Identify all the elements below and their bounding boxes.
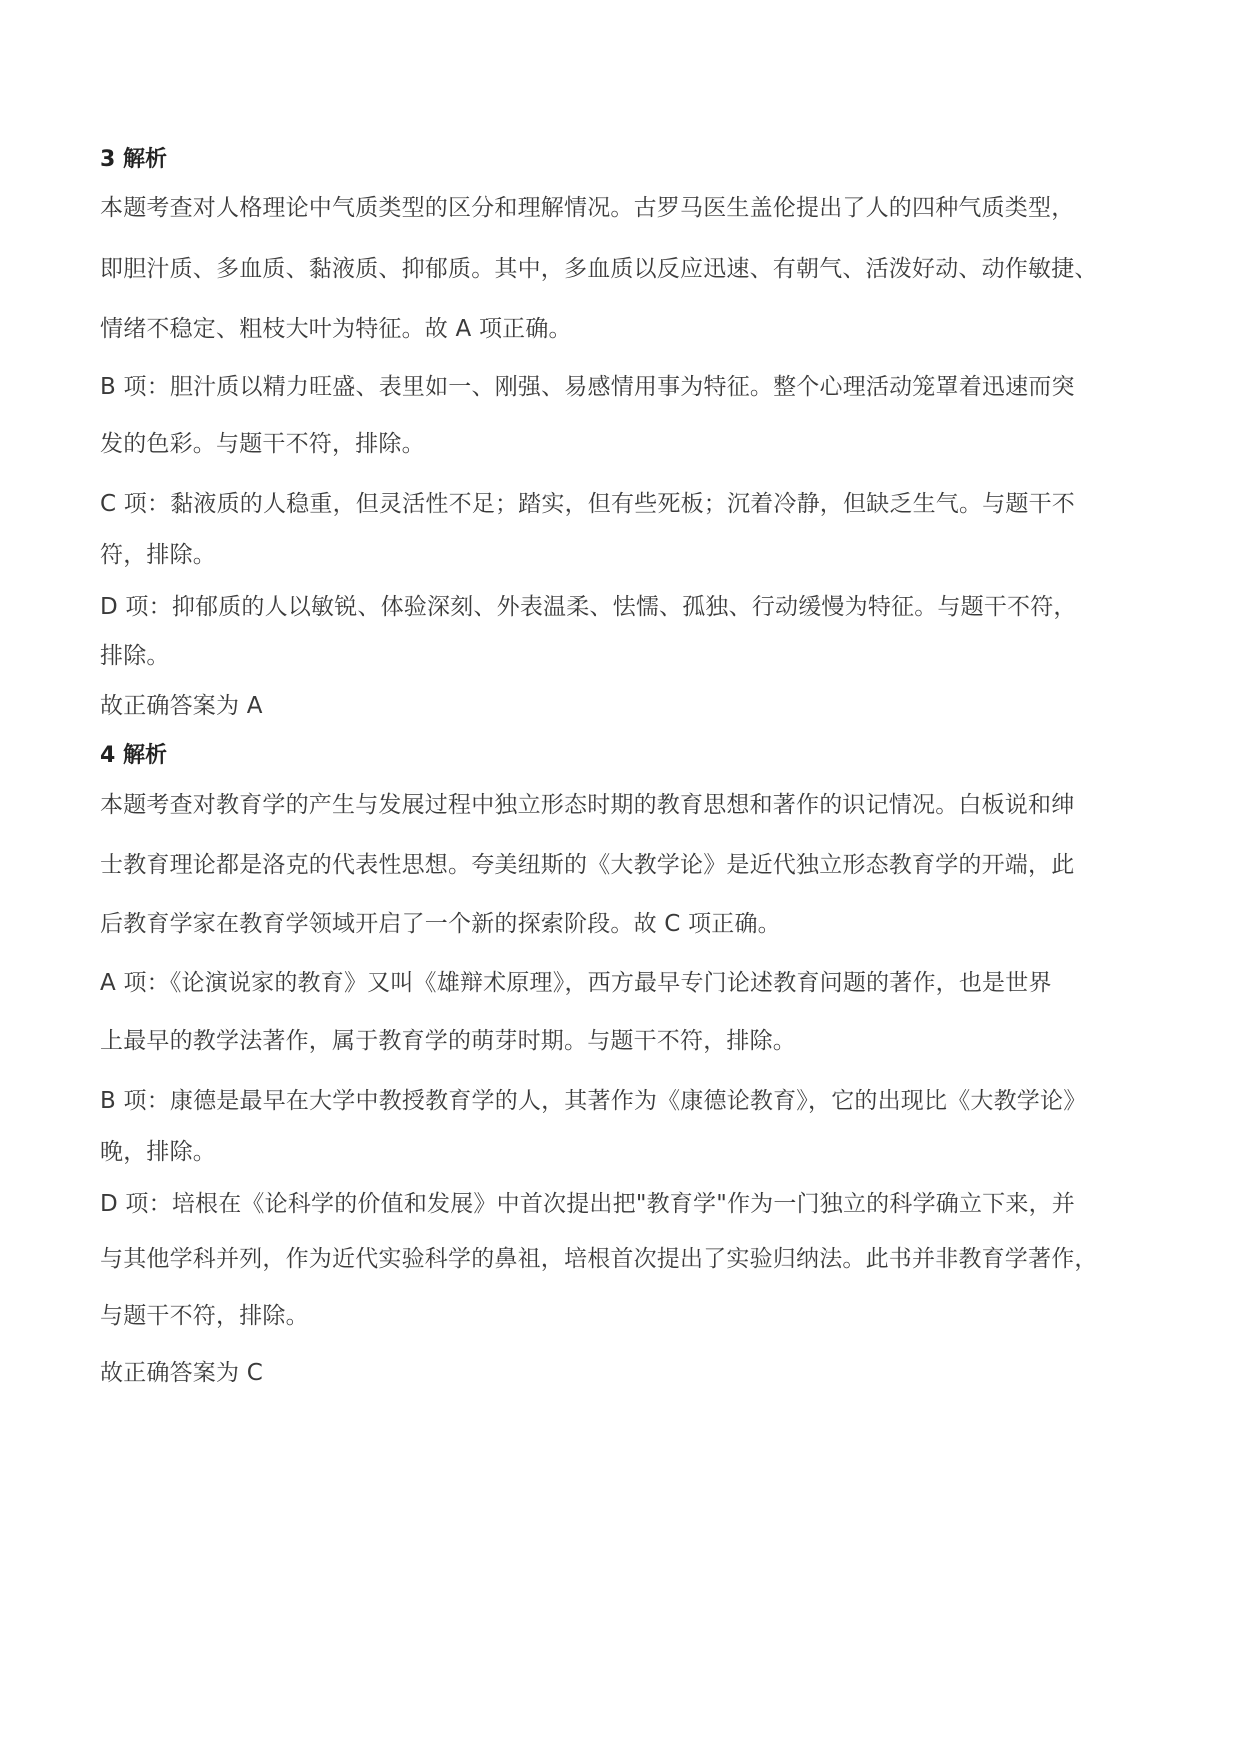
section-3-option-d-line-2: 排除。 [100,643,170,669]
document-page [100,0,1160,1754]
section-3-heading: 3 解析 [100,147,167,172]
section-4-option-d-line-3: 与题干不符，排除。 [100,1303,309,1329]
section-4-answer: 故正确答案为 C [100,1360,263,1386]
section-3-option-c-line-2: 符，排除。 [100,542,216,568]
section-4-option-a-line-1: A 项：《论演说家的教育》又叫《雄辩术原理》，西方最早专门论述教育问题的著作，也是世界 [100,970,1052,996]
section-4-heading: 4 解析 [100,743,167,768]
section-4-option-b-line-2: 晚，排除。 [100,1139,216,1165]
section-4-option-d-line-2: 与其他学科并列，作为近代实验科学的鼻祖，培根首次提出了实验归纳法。此书并非教育学著作， [100,1246,1098,1272]
section-3-option-b-line-1: B 项：胆汁质以精力旺盛、表里如一、刚强、易感情用事为特征。整个心理活动笼罩着迅速而突 [100,374,1075,400]
section-3-intro-line-2: 即胆汁质、多血质、黏液质、抑郁质。其中，多血质以反应迅速、有朝气、活泼好动、动作敏捷、 [100,256,1098,282]
section-4-intro-line-3: 后教育学家在教育学领域开启了一个新的探索阶段。故 C 项正确。 [100,911,781,937]
section-4-intro-line-1: 本题考查对教育学的产生与发展过程中独立形态时期的教育思想和著作的识记情况。白板说和绅 [100,792,1075,818]
section-3-answer: 故正确答案为 A [100,693,263,719]
section-4-option-b-line-1: B 项：康德是最早在大学中教授教育学的人，其著作为《康德论教育》，它的出现比《大教学论》 [100,1088,1087,1114]
section-3-intro-line-1: 本题考查对人格理论中气质类型的区分和理解情况。古罗马医生盖伦提出了人的四种气质类型， [100,195,1075,221]
section-4-option-d-line-1: D 项：培根在《论科学的价值和发展》中首次提出把"教育学"作为一门独立的科学确立下来，并 [100,1191,1075,1217]
section-3-option-d-line-1: D 项：抑郁质的人以敏锐、体验深刻、外表温柔、怯懦、孤独、行动缓慢为特征。与题干不符， [100,594,1077,620]
section-4-option-a-line-2: 上最早的教学法著作，属于教育学的萌芽时期。与题干不符，排除。 [100,1028,796,1054]
section-4-intro-line-2: 士教育理论都是洛克的代表性思想。夸美纽斯的《大教学论》是近代独立形态教育学的开端，此 [100,852,1075,878]
section-3-option-c-line-1: C 项：黏液质的人稳重，但灵活性不足；踏实，但有些死板；沉着冷静，但缺乏生气。与题干不 [100,491,1075,517]
section-3-option-b-line-2: 发的色彩。与题干不符，排除。 [100,431,425,457]
section-3-intro-line-3: 情绪不稳定、粗枝大叶为特征。故 A 项正确。 [100,316,572,342]
